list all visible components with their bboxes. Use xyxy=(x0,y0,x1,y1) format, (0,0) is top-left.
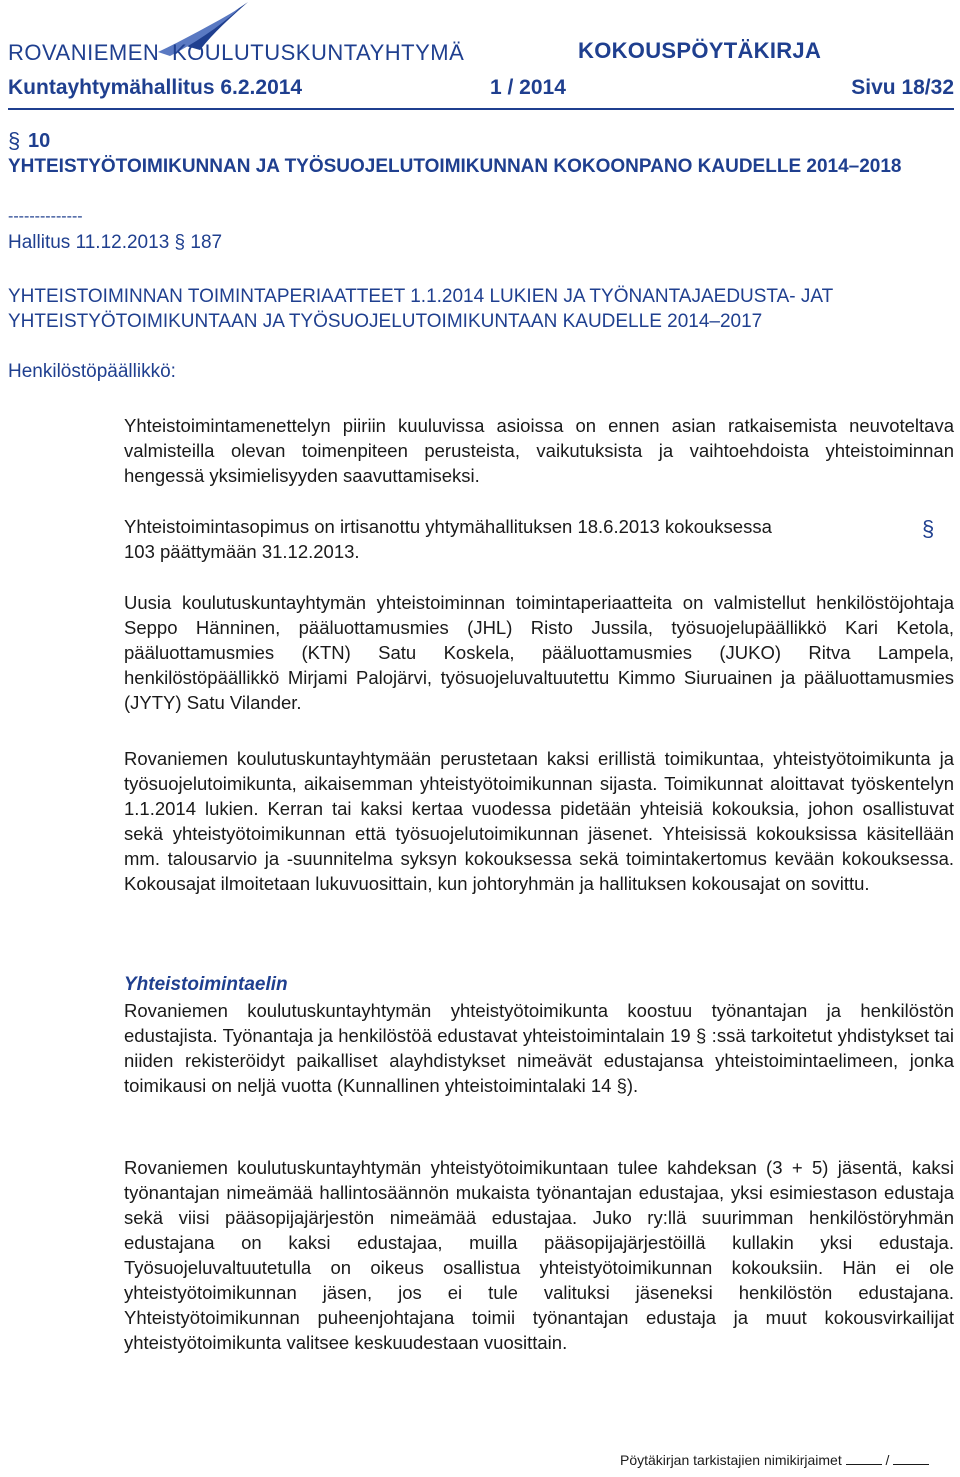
logo-text-right: KOULUTUSKUNTAYHTYMÄ xyxy=(172,40,465,65)
footer-separator: / xyxy=(885,1452,890,1468)
section-mark-icon: § xyxy=(174,232,186,253)
header-rule xyxy=(8,108,954,110)
footer-initials xyxy=(620,1452,929,1468)
paragraph-2-line: Yhteistoimintasopimus on irtisanottu yhtymähallituksen 18.6.2013 kokouksessa xyxy=(124,516,772,537)
paragraph-2 xyxy=(124,514,954,564)
header-line xyxy=(8,76,954,110)
presenter-role: Henkilöstöpäällikkö: xyxy=(8,361,176,382)
section-number: 10 xyxy=(28,130,51,152)
previous-handling xyxy=(8,230,222,255)
paragraph-4: Rovaniemen koulutuskuntayhtymään perustetaan kaksi erillistä toimikuntaa, yhteistyötoimikunta ja työsuojelutoimikunta, aikaisemman yhteistyötoimikunnan sijasta. Toimikunnat aloittavat työskentelyn 1.1.2014 lukien. Kerran tai kaksi kertaa vuodessa pidetään yhteisiä kokouksia, johon osallistuvat sekä yhteistyötoimikunnan että työsuojelutoimikunnan jäsenet. Yhteisissä kokouksissa käsitellään mm. talousarvio ja -suunnitelma syksyn kokouksessa sekä toimintakertomus kevään kokouksessa. Kokousajat ilmoitetaan lukuvuosittain, kun johtoryhmän ja hallituksen kokousajat on sovittu. xyxy=(124,748,954,894)
footer-label: Pöytäkirjan tarkistajien nimikirjaimet xyxy=(620,1452,842,1468)
header-meeting: 1 / 2014 xyxy=(490,76,566,99)
subheading: Yhteistoimintaelin xyxy=(124,974,288,995)
section-separator: -------------- xyxy=(8,208,83,225)
paragraph-6: Rovaniemen koulutuskuntayhtymän yhteistyötoimikuntaan tulee kahdeksan (3 + 5) jäsentä, kaksi työnantajan nimeämää hallintosäännön mukaista työnantajan edustajaa, yksi esimiestason edustaja sekä viisi pääsopijajärjestön nimeämää edustajaa. Juko ry:llä suurimman henkilöstöryhmän edustajana on kaksi edustajaa, muilla pääsopijajärjestöillä kullakin yksi edustaja. Työsuojeluvaltuutetulla on oikeus osallistua yhteistyötoimikunnan kokouksiin. Hän ei ole yhteistyötoimikunnan jäsen, jos ei tule valituksi jäseneksi henkilöstön edustajana. Yhteistyötoimikunnan puheenjohtajana toimii työnantajan edustaja ja muut kokousvirkailijat yhteistyötoimikunta valitsee keskuudestaan vuosittain. xyxy=(124,1157,954,1353)
logo-text-left: ROVANIEMEN xyxy=(8,40,160,65)
section-mark-icon: § xyxy=(8,128,21,153)
document-type: KOKOUSPÖYTÄKIRJA xyxy=(578,38,822,63)
paragraph-3: Uusia koulutuskuntayhtymän yhteistoiminnan toimintaperiaatteita on valmistellut henkilöstöjohtaja Seppo Hänninen, pääluottamusmies (JHL) Risto Jussila, työsuojelupäällikkö Kari Ketola, pääluottamusmies (KTN) Satu Koskela, pääluottamusmies (JUKO) Ritva Lampela, henkilöstöpäällikkö Mirjami Palojärvi, työsuojeluvaltuutettu Kimmo Siuruainen ja pääluottamusmies (JYTY) Satu Vilander. xyxy=(124,592,954,713)
previous-handling-date: Hallitus 11.12.2013 xyxy=(8,232,170,253)
org-logo xyxy=(8,0,465,68)
header-body: Kuntayhtymähallitus 6.2.2014 xyxy=(8,76,303,99)
header-page-number: Sivu 18/32 xyxy=(851,76,954,99)
paragraph-2-ref: 103 päättymään 31.12.2013. xyxy=(124,541,360,562)
paragraph-1: Yhteistoimintamenettelyn piiriin kuuluvissa asioissa on ennen asian ratkaisemista neuvoteltava valmisteilla olevan toimenpiteen perusteista, vaikutuksista ja vaihtoehdoista yhteistoiminnan hengessä yksimielisyyden saavuttamiseksi. xyxy=(124,415,954,486)
previous-handling-ref: 187 xyxy=(190,232,223,253)
subject-heading: YHTEISTOIMINNAN TOIMINTAPERIAATTEET 1.1.2014 LUKIEN JA TYÖNANTAJAEDUSTA- JAT YHTEISTYÖTOIMIKUNTAAN JA TYÖSUOJELUTOIMIKUNTAAN KAUDELLE 2014–2017 xyxy=(8,286,833,332)
section-mark-icon: § xyxy=(922,516,935,541)
initials-blank xyxy=(846,1464,882,1465)
paragraph-5: Rovaniemen koulutuskuntayhtymän yhteistyötoimikunta koostuu työnantajan ja henkilöstön edustajista. Työnantaja ja henkilöstöä edustavat yhteistoimintalain 19 § :ssä tarkoitetut yhdistykset tai niiden rekisteröidyt paikalliset alayhdistykset nimeävät edustajansa yhteistoimintaelimeen, jonka toimikausi on neljä vuotta (Kunnallinen yhteistoimintalaki 14 §). xyxy=(124,1000,954,1096)
section-title: YHTEISTYÖTOIMIKUNNAN JA TYÖSUOJELUTOIMIKUNNAN KOKOONPANO KAUDELLE 2014–2018 xyxy=(8,156,902,177)
initials-blank xyxy=(893,1464,929,1465)
